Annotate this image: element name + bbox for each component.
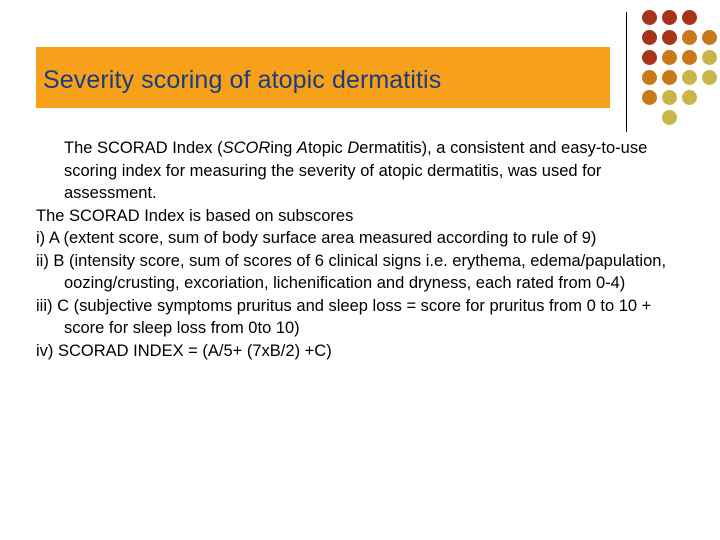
dot-icon xyxy=(642,30,657,45)
dot-icon xyxy=(642,50,657,65)
dot-icon xyxy=(682,70,697,85)
subscore-c: iii) C (subjective symptoms pruritus and sleep loss = score for pruritus from 0 to 10 + score for sleep loss from 0to 10) xyxy=(36,296,652,337)
dot-icon xyxy=(682,30,697,45)
dot-icon xyxy=(702,30,717,45)
subscore-a: i) A (extent score, sum of body surface area measured according to rule of 9) xyxy=(36,229,597,247)
intro-paragraph: The SCORAD Index (SCORing Atopic Dermatitis), a consistent and easy-to-use scoring index for measuring the severity of atopic dermatitis, was used for assessment. xyxy=(64,139,648,202)
scorad-formula: iv) SCORAD INDEX = (A/5+ (7xB/2) +C) xyxy=(36,341,332,360)
dot-icon xyxy=(682,10,697,25)
slide-title: Severity scoring of atopic dermatitis xyxy=(43,66,442,94)
dot-icon xyxy=(682,50,697,65)
dot-icon xyxy=(662,30,677,45)
dot-icon xyxy=(642,70,657,85)
dot-icon xyxy=(642,10,657,25)
subscores-heading: The SCORAD Index is based on subscores xyxy=(36,206,354,225)
dot-icon xyxy=(662,50,677,65)
dot-icon xyxy=(662,90,677,105)
dot-icon xyxy=(662,10,677,25)
subscore-b: ii) B (intensity score, sum of scores of 6 clinical signs i.e. erythema, edema/papulation, oozing/crusting, excoriation, lichenification and dryness, each rated from 0-4) xyxy=(36,251,667,292)
dot-icon xyxy=(682,90,697,105)
slide-body xyxy=(36,137,686,362)
dot-icon xyxy=(662,70,677,85)
vertical-divider xyxy=(626,12,627,132)
dot-icon xyxy=(702,70,717,85)
dot-icon xyxy=(642,90,657,105)
dot-icon xyxy=(662,110,677,125)
dot-icon xyxy=(702,50,717,65)
